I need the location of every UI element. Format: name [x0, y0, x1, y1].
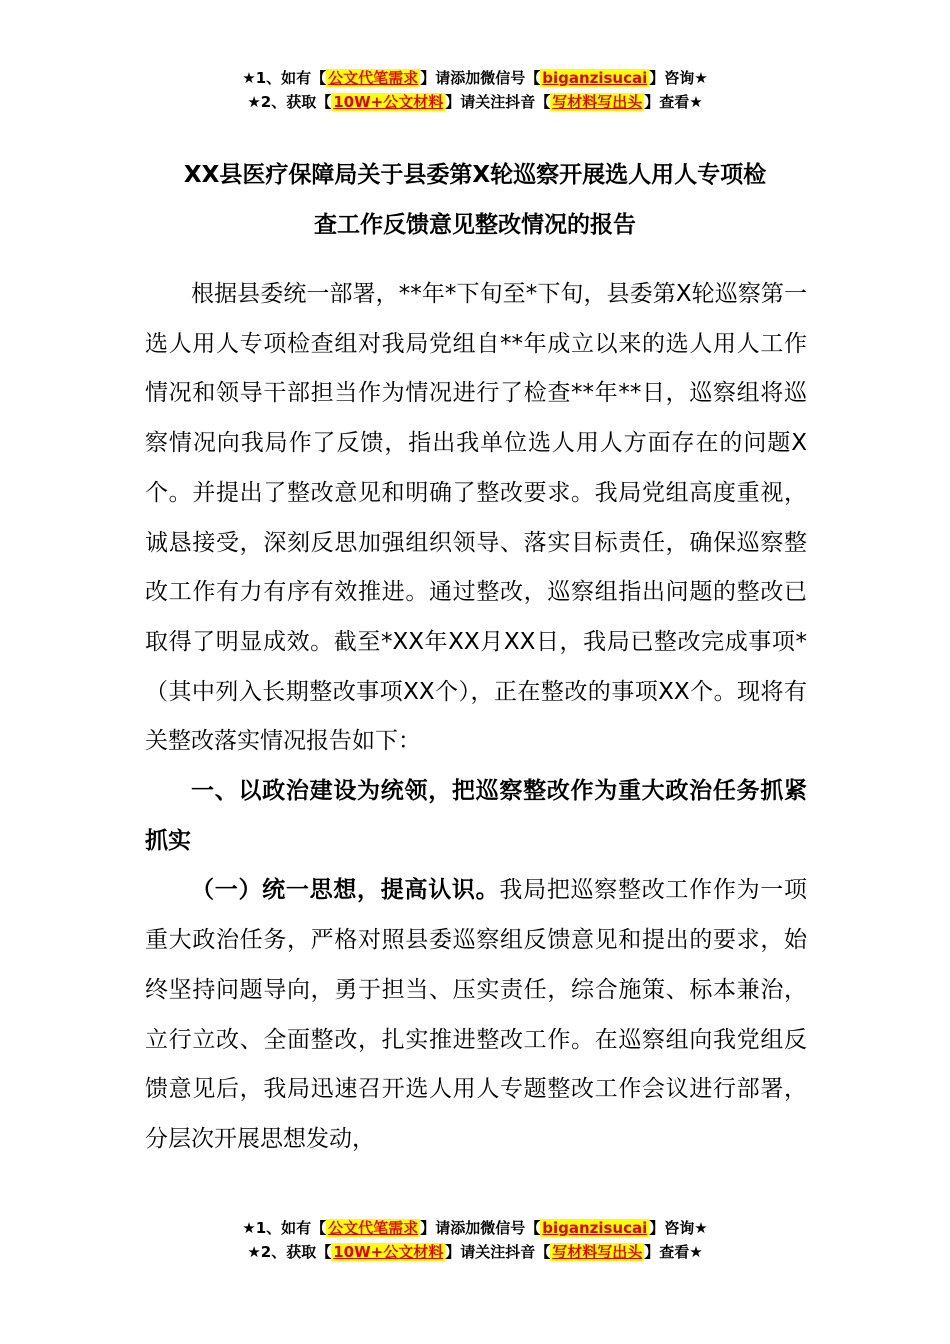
- header-banner: [0, 66, 950, 114]
- banner-line-1: ★1、如有【 公文代笔需求 】请添加微信号【 biganzisucai 】咨询★: [242, 1219, 708, 1237]
- highlight-service: 公文代笔需求: [328, 1219, 419, 1237]
- title-line-1: XX县医疗保障局关于县委第X轮巡察开展选人用人专项检: [183, 162, 767, 188]
- section-heading-1: 一、以政治建设为统领，把巡察整改作为重大政治任务抓紧抓实: [145, 778, 807, 854]
- highlight-douyin: 写材料写出头: [552, 1243, 643, 1261]
- subsection-text: 我局把巡察整改工作作为一项重大政治任务，严格对照县委巡察组反馈意见和提出的要求，始终坚持问题导向，勇于担当、压实责任，综合施策、标本兼治，立行立改、全面整改，扎实推进整改工作。在巡察组向我党组反馈意见后，我局迅速召开选人用人专题整改工作会议进行部署，分层次开展思想发动，: [145, 877, 808, 1152]
- banner-line-2: ★2、获取【 10W+公文材料 】请关注抖音【 写材料写出头 】查看★: [247, 93, 703, 111]
- footer-banner: [0, 1216, 950, 1264]
- document-title: [140, 150, 810, 250]
- highlight-wechat-id: biganzisucai: [542, 69, 648, 87]
- banner-line-1: ★1、如有【 公文代笔需求 】请添加微信号【 biganzisucai 】咨询★: [242, 69, 708, 87]
- highlight-wechat-id: biganzisucai: [542, 1219, 648, 1237]
- highlight-douyin: 写材料写出头: [552, 93, 643, 111]
- banner-line-2: ★2、获取【 10W+公文材料 】请关注抖音【 写材料写出头 】查看★: [247, 1243, 703, 1261]
- subsection-heading: （一）统一思想，提高认识。: [191, 877, 500, 904]
- title-line-2: 查工作反馈意见整改情况的报告: [314, 212, 636, 238]
- paragraph-subsection-1: [145, 866, 807, 1164]
- paragraph-intro: 根据县委统一部署，**年*下旬至*下旬，县委第X轮巡察第一选人用人专项检查组对我局党组自**年成立以来的选人用人工作情况和领导干部担当作为情况进行了检查**年**日，巡察组将巡察情况向我局作了反馈，指出我单位选人用人方面存在的问题X个。并提出了整改意见和明确了整改要求。我局党组高度重视，诚恳接受，深刻反思加强组织领导、落实目标责任，确保巡察整改工作有力有序有效推进。通过整改，巡察组指出问题的整改已取得了明显成效。截至*XX年XX月XX日，我局已整改完成事项*（其中列入长期整改事项XX个），正在整改的事项XX个。现将有关整改落实情况报告如下：: [145, 281, 807, 755]
- highlight-service: 公文代笔需求: [328, 69, 419, 87]
- highlight-materials: 10W+公文材料: [333, 1243, 444, 1261]
- document-body: [145, 270, 807, 1165]
- highlight-materials: 10W+公文材料: [333, 93, 444, 111]
